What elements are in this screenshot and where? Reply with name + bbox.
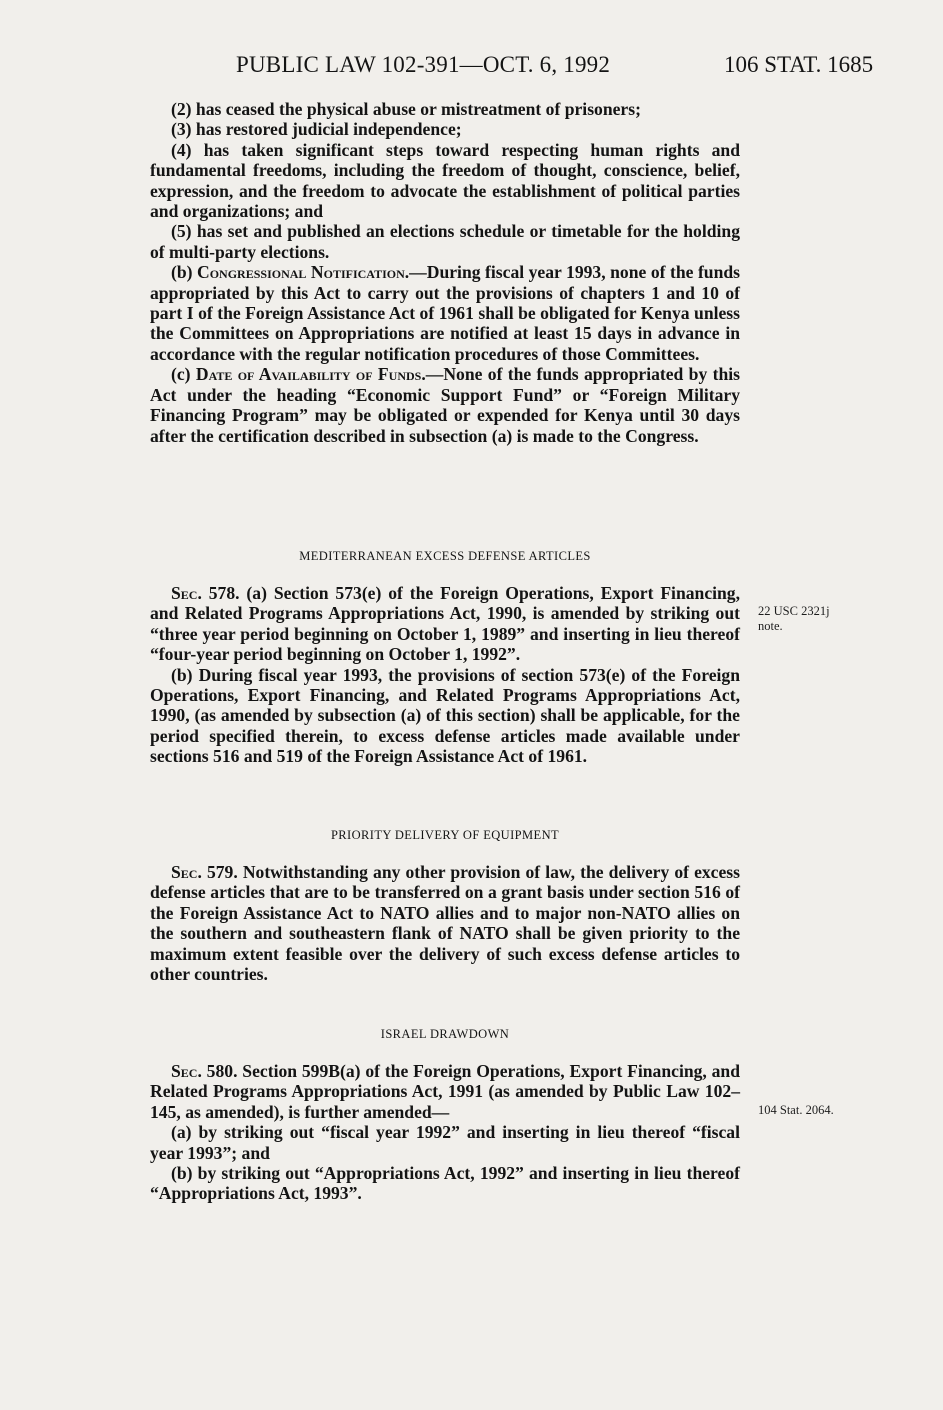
section-579-label: Sec. 579. bbox=[171, 862, 238, 882]
subsection-c-label: (c) bbox=[171, 364, 196, 385]
subsection-b-label: (b) bbox=[171, 262, 198, 283]
section-580-body bbox=[150, 1061, 740, 1204]
subsection-b bbox=[150, 262, 740, 364]
section-579-heading: PRIORITY DELIVERY OF EQUIPMENT bbox=[330, 828, 560, 842]
subsection-c-text: .—None of the funds appropriated by this Act under the heading “Economic Support Fund” or “Foreign Military Financing Program” may be obligated or expended for Kenya until 30 days after the certification described in subsection (a) is made to the Congress. bbox=[150, 364, 740, 446]
subsection-c bbox=[150, 364, 740, 446]
subsection-b-text: .—During fiscal year 1993, none of the funds appropriated by this Act to carry out the provisions of chapters 1 and 10 of part I of the Foreign Assistance Act of 1961 shall be obligated for Kenya unless the Committees on Appropriations are notified at least 15 days in advance in accordance with the regular notification procedures of those Committees. bbox=[150, 262, 741, 364]
section-579-text: Notwithstanding any other provision of law, the delivery of excess defense articles that are to be transferred on a grant basis under section 516 of the Foreign Assistance Act to NATO allies and to major non-NATO allies on the southern and southeastern flank of NATO shall be given priority to the maximum extent feasible over the delivery of such excess defense articles to other countries. bbox=[150, 862, 740, 985]
section-580-text-para bbox=[150, 1061, 740, 1122]
subsection-c-caption: Date of Availability of Funds bbox=[195, 364, 422, 385]
section-580-item-a: (a) by striking out “fiscal year 1992” and inserting in lieu thereof “fiscal year 1993”; and bbox=[150, 1122, 740, 1163]
clause-5: (5) has set and published an elections schedule or timetable for the holding of multi-party elections. bbox=[150, 221, 740, 262]
margin-note-usc bbox=[758, 604, 830, 634]
subsection-b-caption: Congressional Notification bbox=[197, 262, 405, 283]
section-580-label: Sec. 580. bbox=[171, 1061, 238, 1081]
margin-note-usc-line2: note. bbox=[758, 619, 783, 633]
section-578-label: Sec. 578. bbox=[171, 583, 240, 603]
kenya-conditions-block bbox=[150, 99, 740, 446]
section-578-b: (b) During fiscal year 1993, the provisions of section 573(e) of the Foreign Operations, Export Financing, and Related Programs Appropriations Act, 1990, (as amended by subsection (a) of this section) shall be applicable, for the period specified therein, to excess defense articles made available under sections 516 and 519 of the Foreign Assistance Act of 1961. bbox=[150, 664, 740, 767]
clause-2: (2) has ceased the physical abuse or mistreatment of prisoners; bbox=[171, 99, 641, 119]
margin-note-stat: 104 Stat. 2064. bbox=[758, 1103, 834, 1117]
section-578-heading: MEDITERRANEAN EXCESS DEFENSE ARTICLES bbox=[299, 549, 591, 563]
section-578-a bbox=[150, 583, 740, 665]
clause-4: (4) has taken significant steps toward respecting human rights and fundamental freedoms, including the freedom of thought, conscience, belief, expression, and the freedom to advocate the establishment of political parties and organizations; and bbox=[150, 139, 740, 222]
clause-3: (3) has restored judicial independence; bbox=[171, 119, 462, 140]
section-578-body bbox=[150, 583, 740, 767]
section-579-body bbox=[150, 862, 740, 984]
section-580-heading: ISRAEL DRAWDOWN bbox=[380, 1027, 510, 1041]
section-580-text: Section 599B(a) of the Foreign Operations, Export Financing, and Related Programs Appropriations Act, 1991 (as amended by Public Law 102–145, as amended), is further amended— bbox=[150, 1061, 741, 1122]
running-header-title: PUBLIC LAW 102-391—OCT. 6, 1992 bbox=[236, 52, 611, 77]
section-579-text-para bbox=[150, 862, 740, 984]
section-578-a-text: (a) Section 573(e) of the Foreign Operations, Export Financing, and Related Programs Appropriations Act, 1990, is amended by striking out “three year period beginning on October 1, 1989” and inserting in lieu thereof “four-year period beginning on October 1, 1992”. bbox=[150, 583, 740, 665]
running-header-page-ref: 106 STAT. 1685 bbox=[724, 52, 874, 77]
margin-note-usc-line1: 22 USC 2321j bbox=[758, 604, 830, 618]
section-580-item-b: (b) by striking out “Appropriations Act, 1992” and inserting in lieu thereof “Appropriations Act, 1993”. bbox=[150, 1163, 740, 1204]
